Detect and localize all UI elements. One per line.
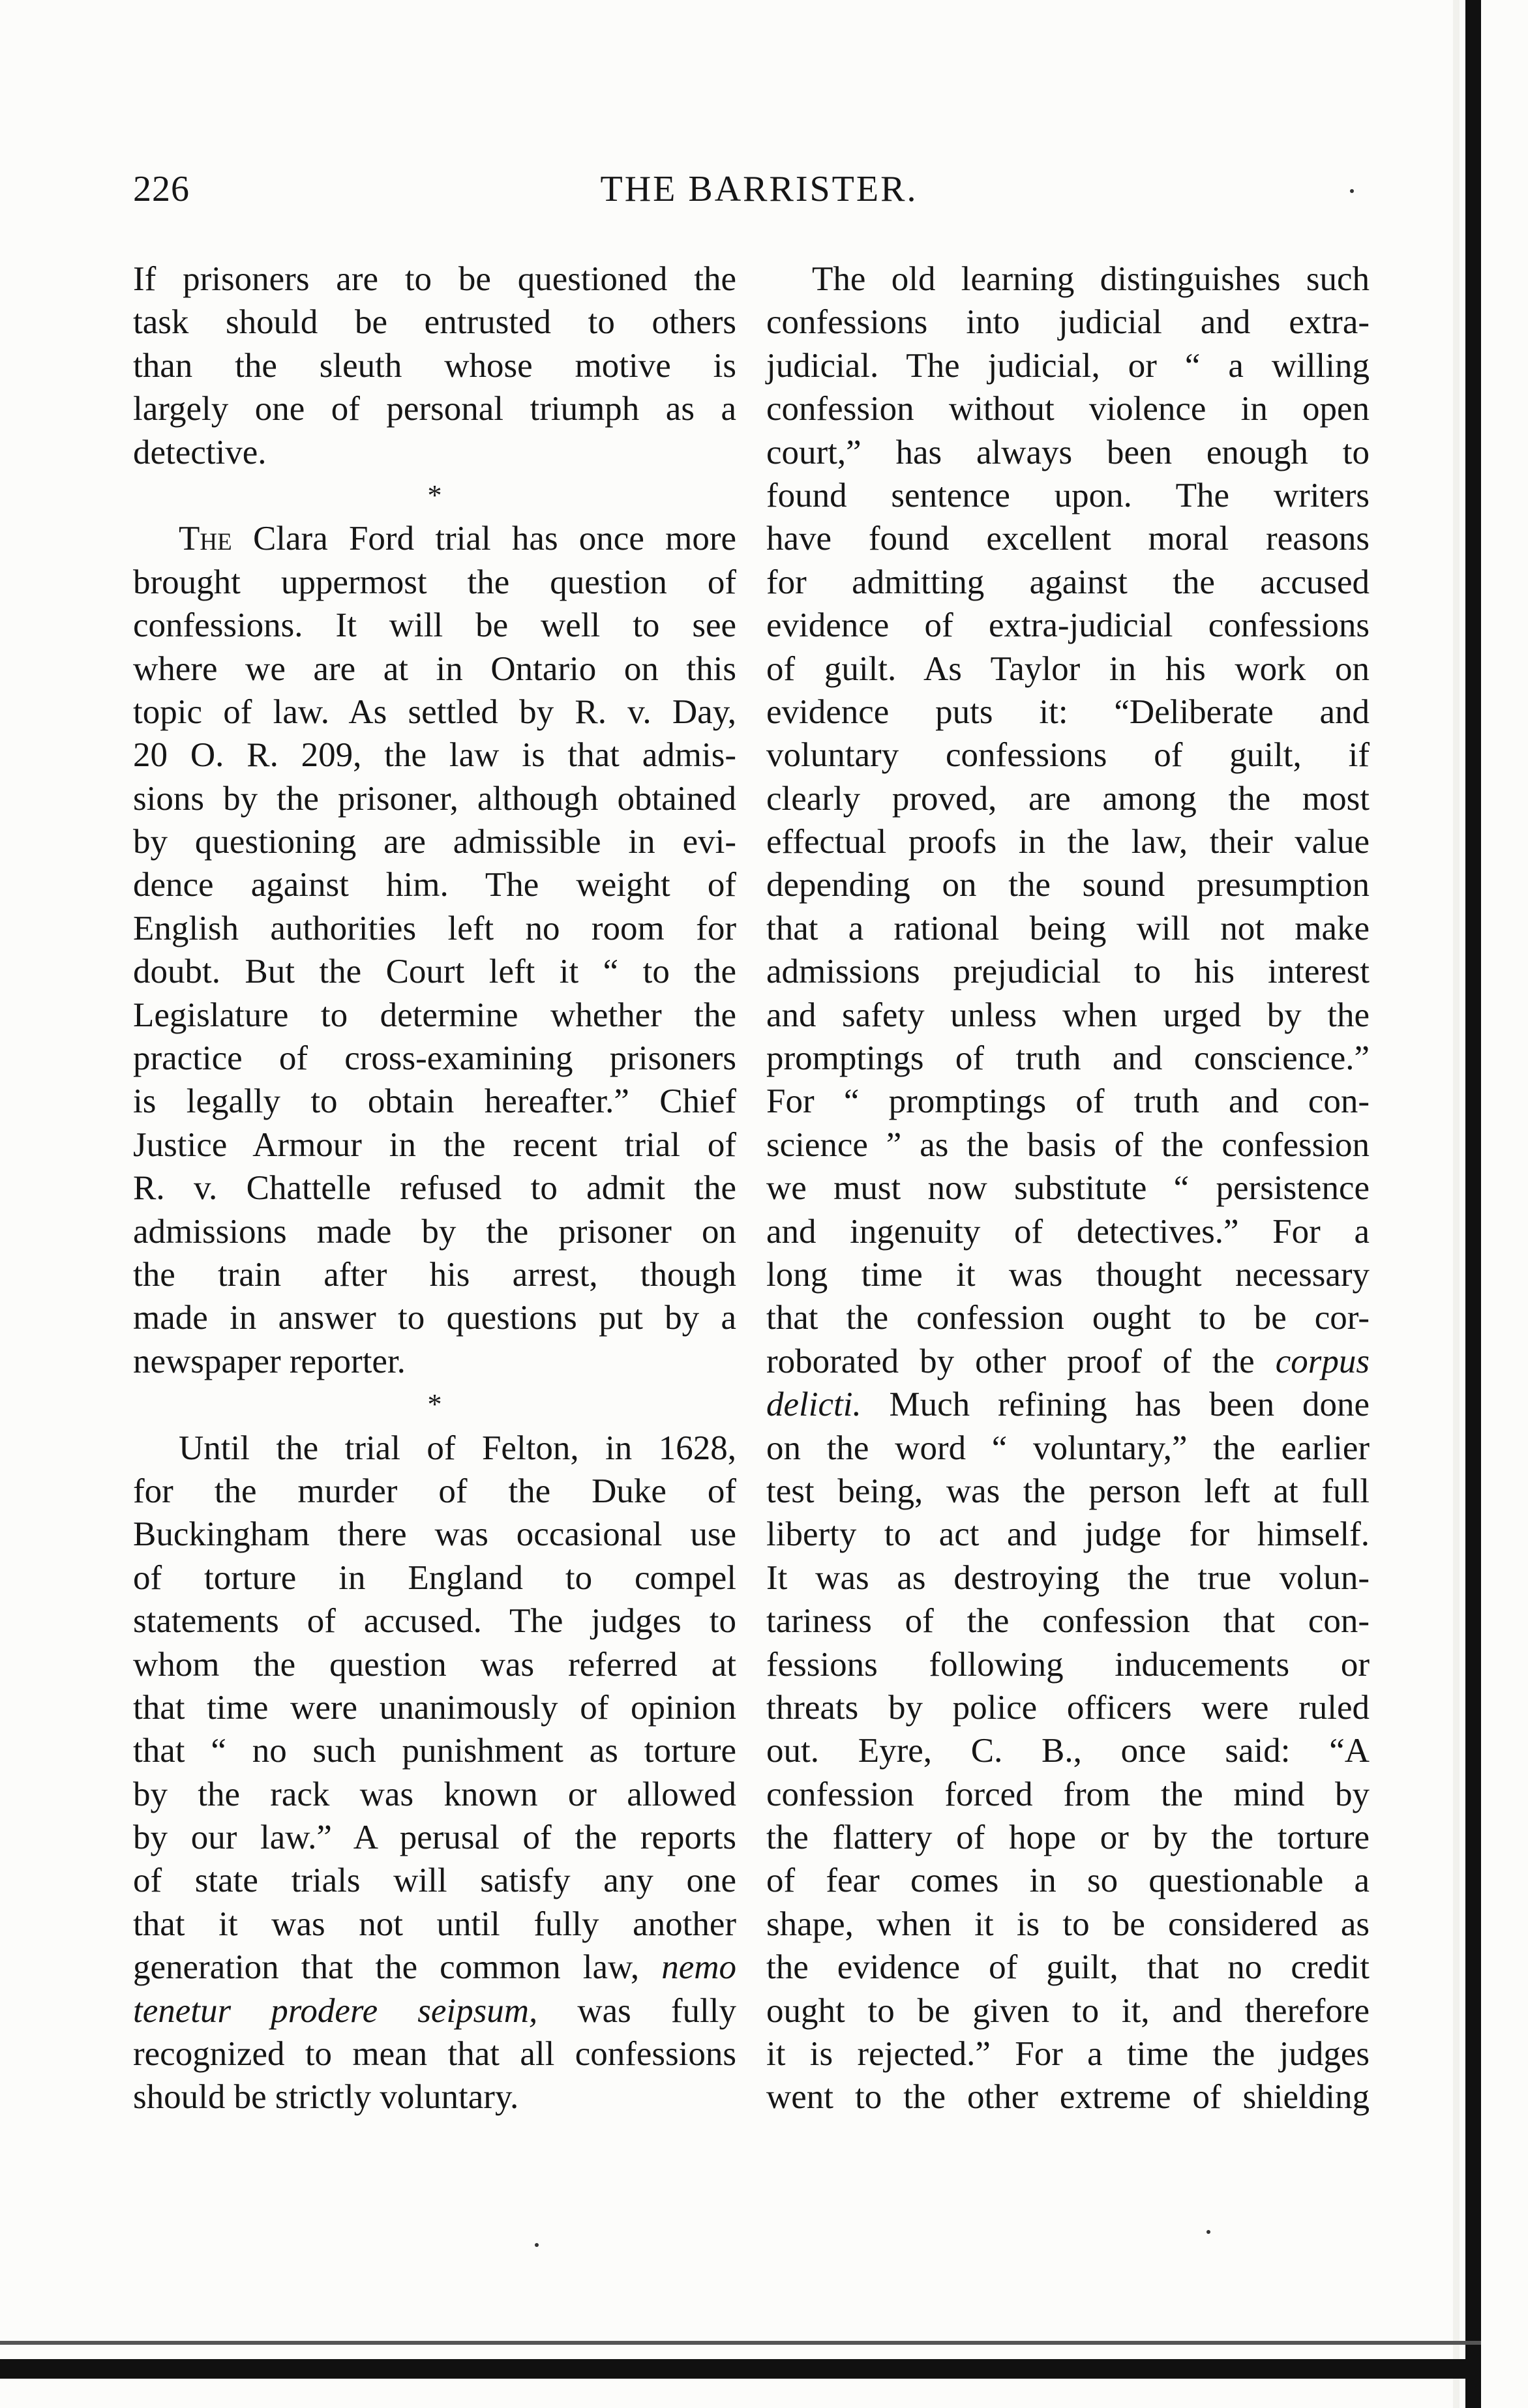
- text-line: Justice Armour in the recent trial of: [133, 1125, 736, 1164]
- text-line: topic of law. As settled by R. v. Day,: [133, 692, 736, 731]
- text-line: If prisoners are to be questioned the: [133, 260, 736, 298]
- text-line: confession without violence in open: [766, 390, 1370, 428]
- text-line: is legally to obtain hereafter.” Chief: [133, 1082, 736, 1121]
- text-line: [133, 517, 736, 560]
- page-number: 226: [133, 169, 190, 209]
- text-span: generation that the common law,: [133, 1948, 662, 1987]
- text-line: liberty to act and judge for himself.: [766, 1515, 1370, 1554]
- text-line: The old learning distinguishes such: [812, 260, 1370, 298]
- text-line: that a rational being will not make: [766, 909, 1370, 947]
- bottom-edge-shadow: [0, 2341, 1481, 2345]
- text-line: [766, 1383, 1370, 1426]
- text-line: newspaper reporter.: [133, 1342, 406, 1380]
- text-line: Until the trial of Felton, in 1628,: [179, 1429, 736, 1467]
- text-line: made in answer to questions put by a: [133, 1299, 736, 1337]
- text-line: long time it was thought necessary: [766, 1255, 1370, 1294]
- latin-phrase: nemo: [661, 1948, 736, 1987]
- section-separator: *: [427, 1388, 442, 1421]
- text-line: It was as destroying the true volun-: [766, 1558, 1370, 1597]
- latin-phrase: delicti.: [766, 1386, 861, 1424]
- ink-speck: [1206, 2230, 1210, 2234]
- text-span: was fully: [537, 1991, 737, 2030]
- text-line: and ingenuity of detectives.” For a: [766, 1212, 1370, 1251]
- text-line: confessions into judicial and extra-: [766, 303, 1370, 342]
- latin-phrase: corpus: [1275, 1342, 1370, 1380]
- text-line: whom the question was referred at: [133, 1645, 736, 1684]
- text-span: Clara Ford trial has once more: [232, 520, 736, 558]
- text-line: than the sleuth whose motive is: [133, 346, 736, 385]
- text-line: we must now substitute “ persistence: [766, 1169, 1370, 1208]
- ink-speck: [535, 2243, 539, 2247]
- text-line: judicial. The judicial, or “ a willing: [766, 346, 1370, 385]
- text-line: for admitting against the accused: [766, 563, 1370, 601]
- text-line: test being, was the person left at full: [766, 1472, 1370, 1510]
- text-line: For “ promptings of truth and con-: [766, 1082, 1370, 1121]
- text-span: roborated by other proof of the: [766, 1342, 1276, 1380]
- text-line: R. v. Chattelle refused to admit the: [133, 1169, 736, 1208]
- text-line: by questioning are admissible in evi-: [133, 823, 736, 861]
- text-line: it is rejected.” For a time the judges: [766, 2035, 1370, 2074]
- text-line: statements of accused. The judges to: [133, 1602, 736, 1641]
- text-line: detective.: [133, 433, 267, 471]
- text-line: recognized to mean that all confessions: [133, 2035, 736, 2074]
- text-line: by the rack was known or allowed: [133, 1775, 736, 1813]
- left-column: [133, 258, 736, 2119]
- text-line: for the murder of the Duke of: [133, 1472, 736, 1510]
- text-line: that “ no such punishment as torture: [133, 1732, 736, 1770]
- text-line: of fear comes in so questionable a: [766, 1862, 1370, 1900]
- text-span: Much refining has been done: [861, 1386, 1370, 1424]
- text-line: have found excellent moral reasons: [766, 520, 1370, 558]
- text-line: brought uppermost the question of: [133, 563, 736, 601]
- text-line: dence against him. The weight of: [133, 866, 736, 904]
- text-line: where we are at in Ontario on this: [133, 649, 736, 688]
- right-column: [766, 258, 1370, 2119]
- text-line: found sentence upon. The writers: [766, 476, 1370, 514]
- section-separator: *: [427, 479, 442, 511]
- text-line: of guilt. As Taylor in his work on: [766, 649, 1370, 688]
- text-line: voluntary confessions of guilt, if: [766, 736, 1370, 775]
- text-line: sions by the prisoner, although obtained: [133, 779, 736, 818]
- text-line: that the confession ought to be cor-: [766, 1299, 1370, 1337]
- text-line: task should be entrusted to others: [133, 303, 736, 342]
- text-line: 20 O. R. 209, the law is that admis-: [133, 736, 736, 775]
- text-line: the flattery of hope or by the torture: [766, 1819, 1370, 1857]
- text-line: Buckingham there was occasional use: [133, 1515, 736, 1554]
- text-line: admissions made by the prisoner on: [133, 1212, 736, 1251]
- text-line: Legislature to determine whether the: [133, 996, 736, 1034]
- text-line: shape, when it is to be considered as: [766, 1905, 1370, 1943]
- text-line: went to the other extreme of shielding: [766, 2078, 1370, 2117]
- text-line: the train after his arrest, though: [133, 1255, 736, 1294]
- latin-phrase: tenetur prodere seipsum,: [133, 1991, 538, 2030]
- text-line: English authorities left no room for: [133, 909, 736, 947]
- page-header: [133, 168, 1385, 220]
- text-line: science ” as the basis of the confession: [766, 1125, 1370, 1164]
- text-line: admissions prejudicial to his interest: [766, 953, 1370, 991]
- text-line: that time were unanimously of opinion: [133, 1688, 736, 1727]
- text-line: of torture in England to compel: [133, 1558, 736, 1597]
- text-line: the evidence of guilt, that no credit: [766, 1948, 1370, 1987]
- text-line: on the word “ voluntary,” the earlier: [766, 1429, 1370, 1467]
- text-line: effectual proofs in the law, their value: [766, 823, 1370, 861]
- running-title: THE BARRISTER.: [600, 169, 918, 209]
- text-line: largely one of personal triumph as a: [133, 390, 736, 428]
- page-edge-shadow: [1453, 0, 1460, 2408]
- bottom-edge-rule: [0, 2359, 1481, 2379]
- text-line: [766, 1340, 1370, 1383]
- paragraph: [133, 258, 736, 474]
- text-line: threats by police officers were ruled: [766, 1688, 1370, 1727]
- text-line: fessions following inducements or: [766, 1645, 1370, 1684]
- text-line: confession forced from the mind by: [766, 1775, 1370, 1813]
- text-line: tariness of the confession that con-: [766, 1602, 1370, 1641]
- text-line: that it was not until fully another: [133, 1905, 736, 1943]
- text-line: and safety unless when urged by the: [766, 996, 1370, 1034]
- text-line: confessions. It will be well to see: [133, 606, 736, 645]
- text-line: [133, 1989, 736, 2032]
- text-line: doubt. But the Court left it “ to the: [133, 953, 736, 991]
- text-line: should be strictly voluntary.: [133, 2078, 519, 2117]
- text-line: clearly proved, are among the most: [766, 779, 1370, 818]
- lead-word: The: [179, 520, 232, 558]
- paragraph: [133, 517, 736, 1383]
- text-line: [133, 1946, 736, 1989]
- text-line: out. Eyre, C. B., once said: “A: [766, 1732, 1370, 1770]
- text-line: court,” has always been enough to: [766, 433, 1370, 471]
- paragraph: [133, 1427, 736, 2119]
- text-line: depending on the sound presumption: [766, 866, 1370, 904]
- text-line: practice of cross-examining prisoners: [133, 1039, 736, 1078]
- text-line: of state trials will satisfy any one: [133, 1862, 736, 1900]
- text-line: by our law.” A perusal of the reports: [133, 1819, 736, 1857]
- text-line: promptings of truth and conscience.”: [766, 1039, 1370, 1078]
- text-line: ought to be given to it, and therefore: [766, 1991, 1370, 2030]
- page-edge-rule: [1465, 0, 1481, 2408]
- text-line: evidence puts it: “Deliberate and: [766, 692, 1370, 731]
- text-line: evidence of extra-judicial confessions: [766, 606, 1370, 645]
